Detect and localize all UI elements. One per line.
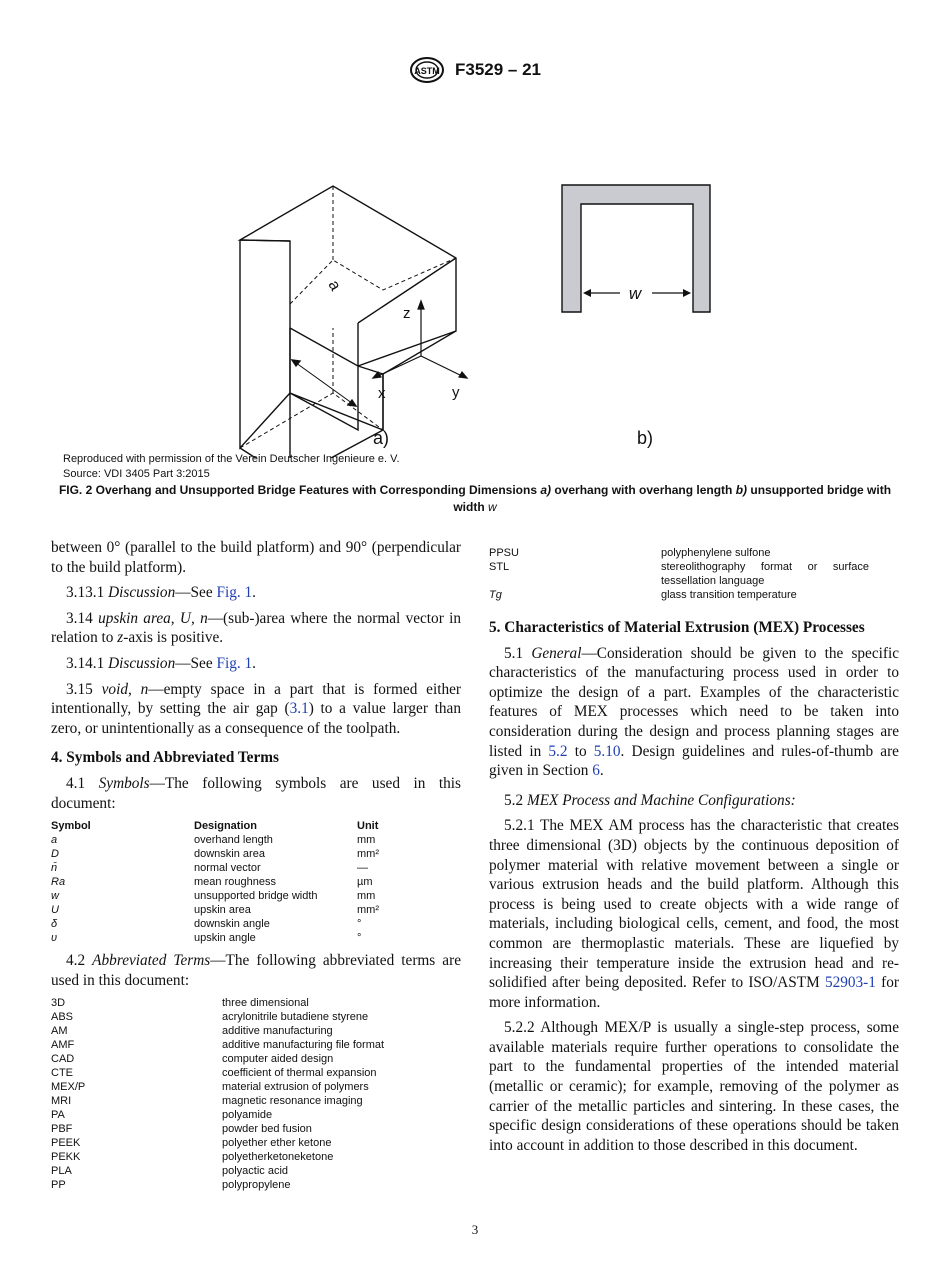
table-row: CAD computer aided design <box>51 1053 334 1066</box>
table-row: MEX/P material extrusion of polymers <box>51 1081 369 1094</box>
dim-a-label: a <box>324 277 344 294</box>
section-6-link[interactable]: 6 <box>592 762 600 780</box>
table-row: υ upskin angle ° <box>51 932 362 945</box>
table-row: δ downskin angle ° <box>51 918 362 931</box>
table-row: PLA polyactic acid <box>51 1165 289 1178</box>
paragraph-4-2: 4.2 Abbreviated Terms—The following abbreviated terms are used in this document: <box>51 952 461 989</box>
paragraph-3-14-1: 3.14.1 Discussion—See Fig. 1. <box>66 654 256 672</box>
table-row: n̄ normal vector — <box>51 862 368 875</box>
table-row: w unsupported bridge width mm <box>51 890 376 903</box>
panel-a-label: a) <box>372 428 390 448</box>
table-row: CTE coefficient of thermal expansion <box>51 1067 377 1080</box>
figure-caption: FIG. 2 Overhang and Unsupported Bridge Features with Corresponding Dimensions a) overhang with overhang length b) unsupported bridge with width w <box>58 483 892 514</box>
left-column <box>51 538 461 1192</box>
table-row: PP polypropylene <box>51 1179 291 1192</box>
credit-source: Source: VDI 3405 Part 3:2015 <box>63 468 210 480</box>
figure-2 <box>0 88 950 458</box>
table-row: MRI magnetic resonance imaging <box>51 1095 363 1108</box>
table-row: 3D three dimensional <box>51 997 309 1010</box>
table-row: PA polyamide <box>51 1109 273 1122</box>
table-row: a overhand length mm <box>51 834 376 847</box>
table-row: ABS acrylonitrile butadiene styrene <box>51 1011 369 1024</box>
symbols-table: Symbol Designation Unit a overhand length mm D downskin area mm² n̄ normal vector — Ra mean roughness µm w unsupported bridge width mm U upskin area mm² δ downskin angle ° υ upskin angle ° <box>51 820 379 945</box>
page-number: 3 <box>471 1222 479 1237</box>
paragraph-5-1: 5.1 General—Consideration should be given to the specific characteristics of the manufacturing process used in order to optimize the design of a part. Examples of the characteristic features of MEX processes which need to be taken into consideration during the design and process planning stages are listed in 5.2 to 5.10. Design guidelines and rules-of-thumb are given in Section 6. <box>489 644 900 780</box>
figure-credit <box>63 452 400 482</box>
dim-w-label: w <box>628 284 642 303</box>
credit-line: Reproduced with permission of the Verein Deutscher Ingenieure e. V. <box>63 453 400 465</box>
abbreviations-table-continued <box>489 546 899 602</box>
axis-x-label: x <box>378 385 386 402</box>
table-row: PPSU polyphenylene sulfone <box>489 547 771 559</box>
axis-z-label: z <box>403 305 411 322</box>
table-row: D downskin area mm² <box>51 848 379 861</box>
table-row: PEEK polyether ether ketone <box>51 1137 332 1150</box>
table-row: AMF additive manufacturing file format <box>51 1039 385 1052</box>
paragraph-5-2-2: 5.2.2 Although MEX/P is usually a single-step process, some available materials require further operations to consolidate the part to the fundamental properties of the intended material (metallic or ceramic); for example, removing of the polymer as carrier of the metallic particles and sintering. In these cases, the specific design considerations of these operations should be taken into account in addition to those described in this document. <box>489 1019 899 1154</box>
table-row: Tg glass transition temperature <box>489 589 797 601</box>
standard-number: F3529 – 21 <box>454 60 541 79</box>
table-row: PEKK polyetherketoneketone <box>51 1151 334 1164</box>
right-column <box>489 538 899 1161</box>
paragraph-4-1: 4.1 Symbols—The following symbols are used in this document: <box>51 774 461 812</box>
table-row: U upskin area mm² <box>51 904 379 917</box>
table-row: PBF powder bed fusion <box>51 1123 312 1136</box>
fig1-link[interactable]: Fig. 1 <box>216 584 253 602</box>
abbreviations-table <box>51 996 384 1192</box>
paragraph-5-2: 5.2 MEX Process and Machine Configurations: <box>504 791 796 809</box>
table-row: AM additive manufacturing <box>51 1025 333 1038</box>
logo-text: ASTM <box>414 66 440 76</box>
astm-logo-icon <box>409 56 445 84</box>
paragraph: between 0° (parallel to the build platform) and 90° (perpendicular to the build platform). <box>51 539 461 576</box>
section-5-heading: 5. Characteristics of Material Extrusion (MEX) Processes <box>489 619 865 636</box>
axis-y-label: y <box>452 384 460 401</box>
section-5-10-link[interactable]: 5.10 <box>593 742 621 760</box>
page-header <box>0 56 950 84</box>
iso-astm-52903-1-link[interactable]: 52903-1 <box>824 974 876 992</box>
section-5-2-link[interactable]: 5.2 <box>548 742 568 760</box>
table-row: STL stereolithography format or surface tessellation language <box>489 561 869 587</box>
table-row: Ra mean roughness µm <box>51 876 373 889</box>
paragraph-3-15: 3.15 void, n—empty space in a part that is formed either intentionally, by setting the air gap (3.1) to a value larger than zero, or unintentionally as a consequence of the toolpath. <box>51 680 462 737</box>
section-4-heading: 4. Symbols and Abbreviated Terms <box>51 749 279 767</box>
panel-b-label: b) <box>636 428 654 448</box>
section-3-1-link[interactable]: 3.1 <box>289 700 309 718</box>
paragraph-3-14: 3.14 upskin area, U, n—(sub-)area where the normal vector in relation to z-axis is positive. <box>51 609 461 647</box>
fig1-link[interactable]: Fig. 1 <box>216 654 253 672</box>
overhang-drawing <box>240 186 456 458</box>
paragraph-3-13-1: 3.13.1 Discussion—See Fig. 1. <box>66 584 256 602</box>
paragraph-5-2-1: 5.2.1 The MEX AM process has the characteristic that creates three dimensional (3D) objects by the continuous deposition of polymer material with relative movement between a single or various extrusion heads and the build platform. Although this process is being used to create objects with a wide range of materials, including biological cells, cement, and food, the most common are thermoplastic materials. These are liquefied by increasing their temperature inside the extrusion head and re-solidified after being deposited. Refer to ISO/ASTM 52903-1 for more information. <box>489 817 899 1011</box>
